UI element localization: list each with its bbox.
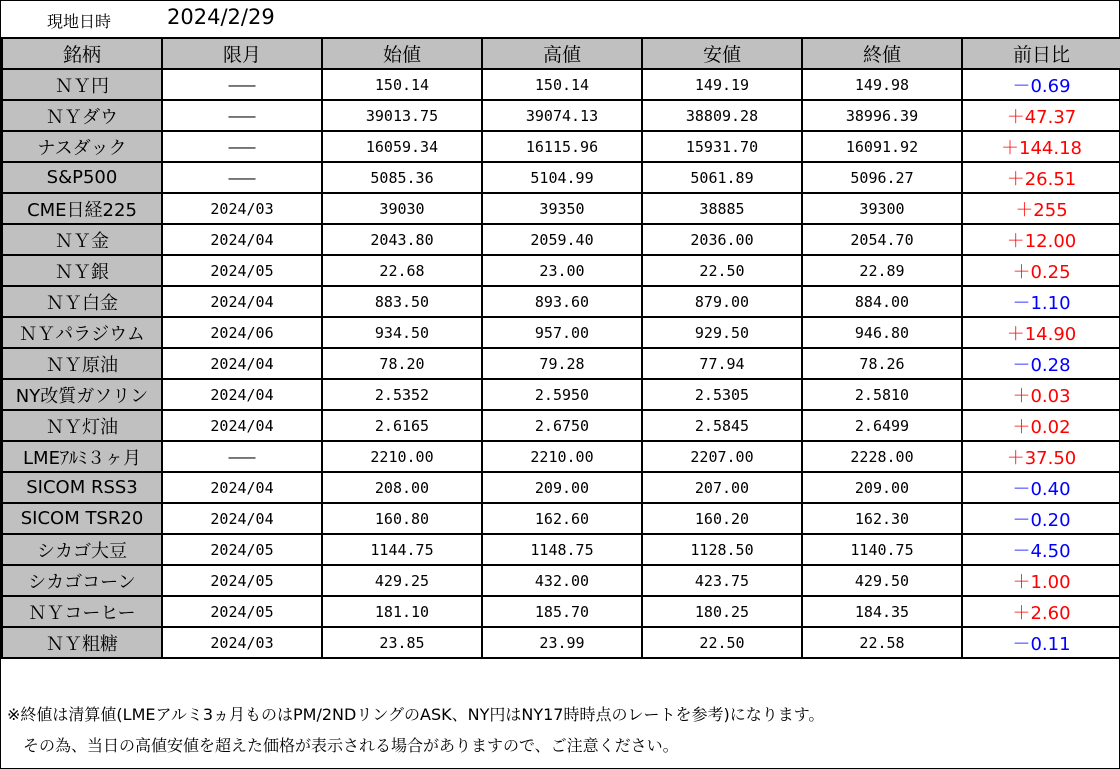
column-header: 安値 bbox=[642, 38, 802, 69]
footnotes bbox=[7, 699, 824, 761]
close-price: 884.00 bbox=[802, 286, 962, 317]
column-header: 終値 bbox=[802, 38, 962, 69]
instrument-name: LMEｱﾙﾐ３ヶ月 bbox=[2, 441, 162, 472]
price-change: －0.28 bbox=[962, 348, 1120, 379]
open-price: 1144.75 bbox=[322, 534, 482, 565]
table-row bbox=[2, 224, 1120, 255]
open-price: 39030 bbox=[322, 193, 482, 224]
instrument-name: ナスダック bbox=[2, 131, 162, 162]
table-row bbox=[2, 193, 1120, 224]
footnote: その為、当日の高値安値を超えた価格が表示される場合がありますので、ご注意ください。 bbox=[23, 736, 679, 755]
table-row bbox=[2, 596, 1120, 627]
table-row bbox=[2, 100, 1120, 131]
low-price: 929.50 bbox=[642, 317, 802, 348]
price-change: ＋37.50 bbox=[962, 441, 1120, 472]
high-price: 16115.96 bbox=[482, 131, 642, 162]
column-header: 限月 bbox=[162, 38, 322, 69]
contract-month: 2024/06 bbox=[162, 317, 322, 348]
high-price: 2210.00 bbox=[482, 441, 642, 472]
price-change: －0.69 bbox=[962, 69, 1120, 100]
price-change: ＋14.90 bbox=[962, 317, 1120, 348]
contract-month: ——— bbox=[162, 441, 322, 472]
table-row bbox=[2, 348, 1120, 379]
price-change: ＋12.00 bbox=[962, 224, 1120, 255]
low-price: 1128.50 bbox=[642, 534, 802, 565]
instrument-name: ＮＹ銀 bbox=[2, 255, 162, 286]
open-price: 39013.75 bbox=[322, 100, 482, 131]
contract-month: ——— bbox=[162, 69, 322, 100]
close-price: 39300 bbox=[802, 193, 962, 224]
date-value: 2024/2/29 bbox=[167, 5, 275, 29]
high-price: 1148.75 bbox=[482, 534, 642, 565]
contract-month: 2024/04 bbox=[162, 472, 322, 503]
contract-month: ——— bbox=[162, 131, 322, 162]
close-price: 946.80 bbox=[802, 317, 962, 348]
instrument-name: ＮＹ円 bbox=[2, 69, 162, 100]
open-price: 22.68 bbox=[322, 255, 482, 286]
high-price: 209.00 bbox=[482, 472, 642, 503]
close-price: 78.26 bbox=[802, 348, 962, 379]
low-price: 207.00 bbox=[642, 472, 802, 503]
high-price: 185.70 bbox=[482, 596, 642, 627]
low-price: 22.50 bbox=[642, 627, 802, 658]
contract-month: 2024/05 bbox=[162, 565, 322, 596]
table-row bbox=[2, 286, 1120, 317]
high-price: 957.00 bbox=[482, 317, 642, 348]
instrument-name: ＮＹ原油 bbox=[2, 348, 162, 379]
date-line bbox=[1, 1, 1119, 37]
table-row bbox=[2, 69, 1120, 100]
column-header: 始値 bbox=[322, 38, 482, 69]
low-price: 2207.00 bbox=[642, 441, 802, 472]
open-price: 2210.00 bbox=[322, 441, 482, 472]
price-change: ＋47.37 bbox=[962, 100, 1120, 131]
low-price: 149.19 bbox=[642, 69, 802, 100]
price-change: ＋26.51 bbox=[962, 162, 1120, 193]
close-price: 2.5810 bbox=[802, 379, 962, 410]
price-change: ＋1.00 bbox=[962, 565, 1120, 596]
close-price: 2228.00 bbox=[802, 441, 962, 472]
table-row bbox=[2, 379, 1120, 410]
open-price: 23.85 bbox=[322, 627, 482, 658]
instrument-name: CME日経225 bbox=[2, 193, 162, 224]
instrument-name: シカゴコーン bbox=[2, 565, 162, 596]
table-header-row bbox=[2, 38, 1120, 69]
low-price: 423.75 bbox=[642, 565, 802, 596]
open-price: 883.50 bbox=[322, 286, 482, 317]
low-price: 77.94 bbox=[642, 348, 802, 379]
instrument-name: NY改質ガソリン bbox=[2, 379, 162, 410]
contract-month: 2024/05 bbox=[162, 534, 322, 565]
table-row bbox=[2, 472, 1120, 503]
open-price: 934.50 bbox=[322, 317, 482, 348]
high-price: 39350 bbox=[482, 193, 642, 224]
contract-month: 2024/04 bbox=[162, 348, 322, 379]
open-price: 78.20 bbox=[322, 348, 482, 379]
contract-month: 2024/04 bbox=[162, 410, 322, 441]
contract-month: 2024/05 bbox=[162, 255, 322, 286]
instrument-name: ＮＹ白金 bbox=[2, 286, 162, 317]
price-change: ＋255 bbox=[962, 193, 1120, 224]
high-price: 150.14 bbox=[482, 69, 642, 100]
instrument-name: ＮＹダウ bbox=[2, 100, 162, 131]
instrument-name: ＮＹ灯油 bbox=[2, 410, 162, 441]
close-price: 5096.27 bbox=[802, 162, 962, 193]
open-price: 2.6165 bbox=[322, 410, 482, 441]
high-price: 162.60 bbox=[482, 503, 642, 534]
low-price: 180.25 bbox=[642, 596, 802, 627]
low-price: 5061.89 bbox=[642, 162, 802, 193]
column-header: 高値 bbox=[482, 38, 642, 69]
table-row bbox=[2, 627, 1120, 658]
instrument-name: ＮＹパラジウム bbox=[2, 317, 162, 348]
column-header: 銘柄 bbox=[2, 38, 162, 69]
high-price: 79.28 bbox=[482, 348, 642, 379]
low-price: 2.5845 bbox=[642, 410, 802, 441]
instrument-name: SICOM RSS3 bbox=[2, 472, 162, 503]
close-price: 38996.39 bbox=[802, 100, 962, 131]
price-change: －0.20 bbox=[962, 503, 1120, 534]
price-change: －0.40 bbox=[962, 472, 1120, 503]
high-price: 2059.40 bbox=[482, 224, 642, 255]
high-price: 2.6750 bbox=[482, 410, 642, 441]
price-change: －1.10 bbox=[962, 286, 1120, 317]
open-price: 16059.34 bbox=[322, 131, 482, 162]
high-price: 23.00 bbox=[482, 255, 642, 286]
high-price: 39074.13 bbox=[482, 100, 642, 131]
table-row bbox=[2, 534, 1120, 565]
open-price: 2.5352 bbox=[322, 379, 482, 410]
close-price: 22.89 bbox=[802, 255, 962, 286]
close-price: 2054.70 bbox=[802, 224, 962, 255]
close-price: 149.98 bbox=[802, 69, 962, 100]
low-price: 879.00 bbox=[642, 286, 802, 317]
contract-month: 2024/03 bbox=[162, 627, 322, 658]
table-row bbox=[2, 441, 1120, 472]
open-price: 181.10 bbox=[322, 596, 482, 627]
instrument-name: シカゴ大豆 bbox=[2, 534, 162, 565]
contract-month: ——— bbox=[162, 100, 322, 131]
price-change: ＋0.03 bbox=[962, 379, 1120, 410]
price-change: －4.50 bbox=[962, 534, 1120, 565]
close-price: 184.35 bbox=[802, 596, 962, 627]
high-price: 5104.99 bbox=[482, 162, 642, 193]
price-table bbox=[1, 37, 1120, 659]
instrument-name: ＮＹ金 bbox=[2, 224, 162, 255]
instrument-name: S&P500 bbox=[2, 162, 162, 193]
price-change: －0.11 bbox=[962, 627, 1120, 658]
table-row bbox=[2, 565, 1120, 596]
instrument-name: ＮＹ粗糖 bbox=[2, 627, 162, 658]
open-price: 208.00 bbox=[322, 472, 482, 503]
date-label: 現地日時 bbox=[47, 12, 112, 31]
close-price: 162.30 bbox=[802, 503, 962, 534]
close-price: 1140.75 bbox=[802, 534, 962, 565]
table-row bbox=[2, 410, 1120, 441]
contract-month: 2024/04 bbox=[162, 503, 322, 534]
high-price: 23.99 bbox=[482, 627, 642, 658]
close-price: 16091.92 bbox=[802, 131, 962, 162]
table-row bbox=[2, 503, 1120, 534]
contract-month: 2024/04 bbox=[162, 379, 322, 410]
open-price: 5085.36 bbox=[322, 162, 482, 193]
low-price: 2036.00 bbox=[642, 224, 802, 255]
contract-month: ——— bbox=[162, 162, 322, 193]
column-header: 前日比 bbox=[962, 38, 1120, 69]
close-price: 2.6499 bbox=[802, 410, 962, 441]
table-row bbox=[2, 131, 1120, 162]
price-change: ＋144.18 bbox=[962, 131, 1120, 162]
low-price: 2.5305 bbox=[642, 379, 802, 410]
instrument-name: SICOM TSR20 bbox=[2, 503, 162, 534]
close-price: 209.00 bbox=[802, 472, 962, 503]
low-price: 160.20 bbox=[642, 503, 802, 534]
low-price: 22.50 bbox=[642, 255, 802, 286]
close-price: 429.50 bbox=[802, 565, 962, 596]
open-price: 2043.80 bbox=[322, 224, 482, 255]
instrument-name: ＮＹコーヒー bbox=[2, 596, 162, 627]
low-price: 15931.70 bbox=[642, 131, 802, 162]
high-price: 2.5950 bbox=[482, 379, 642, 410]
footnote: ※終値は清算値(LMEアルミ3ヵ月ものはPM/2NDリングのASK、NY円はNY17時時点のレートを参考)になります。 bbox=[7, 705, 825, 724]
table-row bbox=[2, 255, 1120, 286]
price-change: ＋2.60 bbox=[962, 596, 1120, 627]
high-price: 893.60 bbox=[482, 286, 642, 317]
contract-month: 2024/05 bbox=[162, 596, 322, 627]
contract-month: 2024/04 bbox=[162, 224, 322, 255]
table-row bbox=[2, 162, 1120, 193]
contract-month: 2024/04 bbox=[162, 286, 322, 317]
low-price: 38809.28 bbox=[642, 100, 802, 131]
low-price: 38885 bbox=[642, 193, 802, 224]
table-row bbox=[2, 317, 1120, 348]
close-price: 22.58 bbox=[802, 627, 962, 658]
price-change: ＋0.02 bbox=[962, 410, 1120, 441]
open-price: 160.80 bbox=[322, 503, 482, 534]
contract-month: 2024/03 bbox=[162, 193, 322, 224]
open-price: 429.25 bbox=[322, 565, 482, 596]
high-price: 432.00 bbox=[482, 565, 642, 596]
price-change: ＋0.25 bbox=[962, 255, 1120, 286]
open-price: 150.14 bbox=[322, 69, 482, 100]
